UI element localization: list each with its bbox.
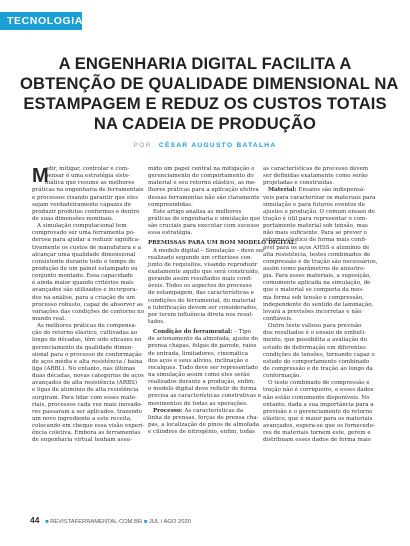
- section-tab: TECNOLOGIA: [0, 12, 82, 30]
- text-line: alcançar uma qualidade dimensional: [32, 251, 136, 258]
- text-line: um novo ingrediente a este receita,: [32, 415, 132, 422]
- text-line: de estampagem, das características e: [148, 290, 255, 297]
- text-line: tados.: [148, 318, 166, 325]
- text-line: avançados de alta resistência (ARBS): [32, 380, 138, 387]
- text-line: elástico, que é maior para os materiais: [263, 415, 373, 422]
- text-line: O teste combinado de compressão e: [268, 380, 370, 387]
- text-line: ma forma sob tensão e compressão,: [263, 294, 364, 301]
- text-line: [148, 329, 261, 336]
- text-line: de engenharia virtual tenham assu-: [32, 437, 132, 444]
- text-line: é ainda maior quando critérios mais: [32, 280, 134, 287]
- text-line: condições do ferramental, do material: [148, 297, 256, 304]
- text-line: comumente aplicada na simulação, de: [263, 280, 371, 287]
- text-line: projetadas e construídas.: [263, 180, 335, 187]
- headline-line: ESTAMPAGEM E REDUZ OS CUSTOS TOTAIS: [23, 94, 387, 113]
- headline-line: NA CADEIA DE PRODUÇÃO: [93, 114, 317, 133]
- text-line: gerenciamento da qualidade dimen-: [32, 344, 134, 351]
- text-line: A simulação computacional tem: [37, 223, 127, 230]
- text-line: são cruciais para executar com sucesso: [148, 223, 260, 230]
- subheading: PREMISSAS PARA UM BOM MODELO DIGITAL:: [148, 240, 297, 247]
- text-line: e cilindros de nitrogênio, enfim, todas: [148, 429, 256, 436]
- text-line: mento, que possibilita a avaliação do: [263, 337, 367, 344]
- text-line: Este artigo analisa as melhores: [153, 208, 242, 215]
- text-line: que o material se comporta da mes-: [263, 287, 364, 294]
- text-line: movimentos de todas as operações.: [148, 400, 248, 407]
- text-line: variações das condições de contorno no: [32, 308, 145, 315]
- text-line: colocando em cheque essa visão experi-: [32, 423, 145, 430]
- text-line: na simulação assim como eles serão: [148, 371, 250, 378]
- text-line: mundo real.: [32, 315, 66, 322]
- text-line: sejam verdadeiramente capazes de: [32, 201, 131, 208]
- text-line: estudo de deformação em diferentes: [263, 344, 366, 351]
- text-line: dos aços e seus alívios, inclinação e: [148, 357, 249, 364]
- text-line: surgiram. Para lidar com esses mate-: [32, 394, 137, 401]
- text-line: avançados, espera-se que os fornecedo-: [263, 423, 375, 430]
- text-line: A modelo digital – Simulação – deve ser: [153, 247, 265, 254]
- page-footer: [30, 515, 390, 525]
- text-line: tração é útil para representar o com-: [263, 215, 368, 222]
- text-line: assim como parâmetros de anisotro-: [263, 265, 366, 272]
- text-line: produção de um painel estampado ou: [32, 265, 138, 272]
- text-line: levará a previsões incorretas e não: [263, 308, 362, 315]
- text-run: Ensaios são indispensá-: [298, 187, 366, 194]
- text-line: entanto, dada a sua importância para a: [263, 401, 374, 408]
- text-line: lhores práticas para a aplicação efetiva: [148, 187, 259, 194]
- text-line: [148, 408, 261, 415]
- text-line: de entrada, limitadores, cinemática: [148, 350, 249, 357]
- footer-site: REVISTAFERRAMENTAL.COM.BR: [50, 519, 143, 525]
- headline-line: OBTENÇÃO DE QUALIDADE DIMENSIONAL NA: [20, 74, 399, 93]
- text-line: linha de prensas, forças de prensa cha-: [148, 414, 259, 421]
- article-column-1: [32, 166, 145, 444]
- text-line: pia. Para esses materiais, a suposição,: [263, 273, 372, 280]
- text-line: recalques. Tudo deve ser representado: [148, 364, 258, 371]
- text-line: ência coletiva. Embora as ferramentas: [32, 430, 141, 437]
- footer-bullet: ■: [143, 519, 148, 525]
- text-line: práticas na engenharia de ferramentais: [32, 187, 144, 194]
- text-line: não mais suficiente. Para se prever o: [263, 230, 367, 237]
- text-line: estudo do comportamento combinado: [263, 358, 370, 365]
- text-line: longo de décadas, têm sido eficazes no: [32, 337, 142, 344]
- text-line: exatamente aquilo que será construído,: [148, 268, 260, 275]
- text-run: – Tipo: [234, 329, 252, 336]
- article-column-3: [263, 166, 376, 444]
- footer-issue: JUL / AGO 2020: [148, 519, 191, 525]
- text-line: mática que resume as melhores: [45, 180, 135, 187]
- text-line: As melhores práticas de compensa-: [37, 323, 137, 330]
- text-line: mido um papel central na mitigação e: [148, 166, 255, 172]
- text-line: portamento material sob tensão, mas: [263, 223, 368, 230]
- text-line: distribuam esses dados de forma mais: [263, 437, 371, 444]
- text-line: derosa para ajudar a reduzir significa-: [32, 237, 140, 244]
- text-line: dos na análise, para a criação de um: [32, 294, 135, 301]
- text-line: de suas dimensões nominais.: [32, 215, 114, 222]
- text-line: conjunto montado. Essa capacidade: [32, 273, 133, 280]
- footer-bullet: ■: [45, 519, 49, 525]
- text-line: compressão e de tração são necessários,: [263, 258, 378, 265]
- text-line: tração não é corriqueiro, e esses dados: [263, 387, 374, 394]
- text-line: simulação e para futuros eventos de: [263, 201, 365, 208]
- page-number: 44: [30, 515, 40, 525]
- text-line: pensar é uma estratégia siste-: [45, 173, 130, 180]
- text-line: dessas ferramentas não são claramente: [148, 194, 260, 201]
- text-line: liga (ARBL). No entanto, nas últimas: [32, 365, 136, 372]
- text-line: não estão comumente disponíveis. No: [263, 394, 370, 401]
- text-line: ção do retorno elástico, cultivadas ao: [32, 330, 138, 337]
- text-line: pas, a localização de pinos de almofada: [148, 421, 260, 428]
- text-line: compreendidas.: [148, 201, 193, 208]
- run-in-heading: Processo:: [153, 407, 183, 414]
- text-line: precisa as características construtivas e: [148, 393, 262, 400]
- run-in-heading: Material:: [268, 187, 297, 194]
- text-line: realizados durante a produção, enfim,: [148, 379, 256, 386]
- text-line: independente do sentido de laminação,: [263, 301, 374, 308]
- text-line: por terem influência direta nos resul-: [148, 311, 254, 318]
- headline-line: A ENGENHARIA DIGITAL FACILITA A: [58, 54, 352, 73]
- text-line: duas décadas, novas categorias de aços: [32, 373, 144, 380]
- text-line: de compressão e de tração ao longo da: [263, 365, 373, 372]
- text-line: previsão e o gerenciamento do retorno: [263, 408, 373, 415]
- byline-author: CÉSAR AUGUSTO BATALHA: [158, 142, 277, 149]
- text-line: gerando assim resultados mais confi-: [148, 276, 253, 283]
- text-line: material e seu retorno elástico, as me-: [148, 180, 257, 187]
- text-line: processo robusto, capaz de absorver as: [32, 301, 144, 308]
- text-line: junto de requisitos, visando reproduzir: [148, 261, 258, 268]
- headline: [20, 54, 399, 134]
- text-line: essa estratégia.: [148, 230, 193, 237]
- text-line: edir, mitigar, controlar e com-: [45, 166, 129, 172]
- text-run: As características da: [184, 407, 244, 414]
- text-line: o modelo digital deve refletir de forma: [148, 386, 257, 393]
- text-line: ajustes e produção. O comum ensaio de: [263, 208, 375, 215]
- text-line: ser definidas exatamente como serão: [263, 173, 368, 180]
- text-line: [263, 187, 376, 194]
- text-line: sional para o processo de conformação: [32, 351, 142, 358]
- text-line: e ligas de alumínio de alta resistência: [32, 387, 139, 394]
- text-line: Outro teste valioso para previsão: [268, 323, 362, 330]
- text-line: e lubrificação devem ser considerados,: [148, 304, 258, 311]
- text-line: condições de tensões, tornando capaz o: [263, 351, 375, 358]
- text-line: e processos visando garantir que eles: [32, 194, 139, 201]
- text-line: produzir produtos conformes e dentro: [32, 208, 140, 215]
- text-line: retorno elástico de forma mais confi-: [263, 237, 367, 244]
- text-line: tivamente os custos de manufatura e a: [32, 244, 142, 251]
- text-line: de acionamento da almofada, ajuste do: [148, 336, 259, 343]
- text-line: consistente durante todo o tempo de: [32, 258, 136, 265]
- text-line: confiáveis.: [263, 315, 293, 322]
- text-line: res passaram a ser aplicados, trazendo: [32, 408, 142, 415]
- text-line: conformação.: [263, 373, 302, 380]
- text-line: comprovado ser uma ferramenta po-: [32, 230, 135, 237]
- drop-cap: M: [32, 165, 49, 187]
- text-line: realizado segundo um criterioso con-: [148, 254, 253, 261]
- text-line: veis para caracterizar os materiais para: [263, 194, 376, 201]
- text-line: riais, processos cada vez mais inovado-: [32, 401, 143, 408]
- text-line: alta resistência, testes combinados de: [263, 251, 371, 258]
- byline-prefix: POR: [133, 142, 152, 149]
- text-line: as características de processo devem: [263, 166, 369, 172]
- text-line: ável para os aços AHSS e alumínio de: [263, 244, 370, 251]
- text-line: avançados são utilizados e incorpora-: [32, 287, 138, 294]
- byline: [0, 142, 410, 149]
- run-in-heading: Condição do ferramental:: [153, 329, 233, 336]
- text-line: de aços média e alta resistência / baixa: [32, 358, 143, 365]
- text-line: áveis. Todos os aspectos do processo: [148, 283, 252, 290]
- text-line: res de materiais tornem este, gerem e: [263, 430, 371, 437]
- text-line: dos resultados é o ensaio de embuti-: [263, 330, 366, 337]
- text-line: práticas de engenharia e simulação que: [148, 215, 261, 222]
- text-line: prensa chapas, folgas de parede, raios: [148, 343, 257, 350]
- text-line: gerenciamento do comportamento do: [148, 173, 254, 180]
